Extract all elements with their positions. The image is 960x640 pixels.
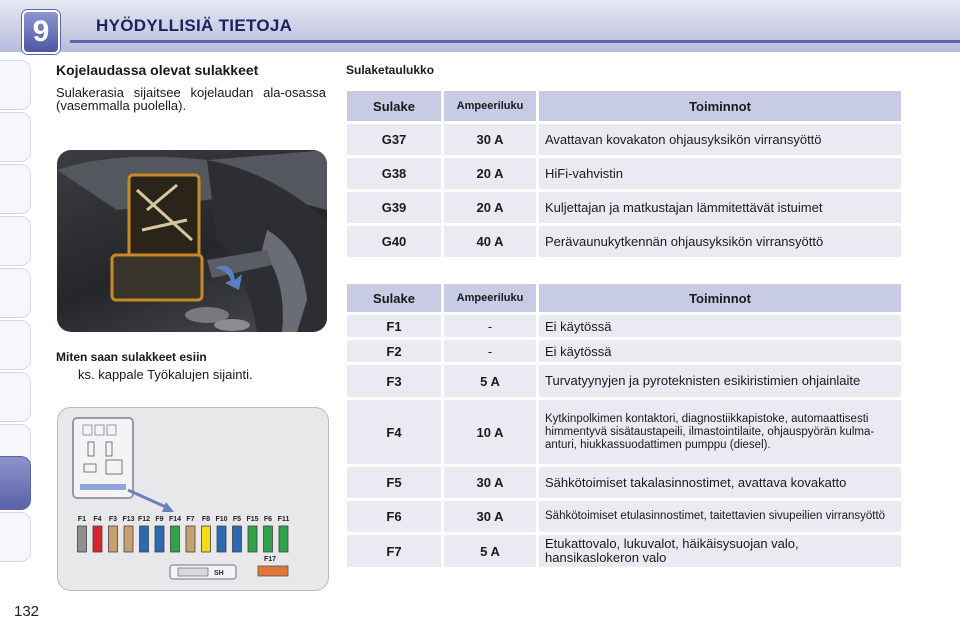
dashboard-photo	[57, 150, 327, 332]
col-fuse-header: Sulake	[347, 284, 441, 312]
table-row	[347, 400, 901, 464]
chapter-tab[interactable]	[0, 320, 31, 370]
amp-cell: 30 A	[444, 501, 536, 532]
fuse-f6	[264, 526, 273, 552]
section-title: Kojelaudassa olevat sulakkeet	[56, 62, 259, 78]
table-row	[347, 467, 901, 498]
table-title: Sulaketaulukko	[346, 63, 435, 77]
fuse-cell: G38	[347, 158, 441, 189]
fuse-f3	[109, 526, 118, 552]
chapter-tab[interactable]	[0, 268, 31, 318]
fuse-f1	[78, 526, 87, 552]
func-cell: Perävaunukytkennän ohjausyksikön virransyöttö	[539, 226, 901, 257]
table-row	[347, 501, 901, 532]
access-text: ks. kappale Työkalujen sijainti.	[78, 367, 253, 382]
table-header	[347, 91, 901, 121]
fuse-f17	[258, 566, 288, 576]
fuse-f15	[248, 526, 257, 552]
fuse-f9	[155, 526, 164, 552]
chapter-tab[interactable]	[0, 112, 31, 162]
amp-cell: 30 A	[444, 124, 536, 155]
f17-label: F17	[264, 556, 277, 563]
func-cell: Sähkötoimiset takalasinnostimet, avattava kovakatto	[539, 467, 901, 498]
func-cell: Ei käytössä	[539, 315, 901, 337]
table-row	[347, 124, 901, 155]
col-amp-header: Ampeeriluku	[444, 91, 536, 121]
table-row	[347, 226, 901, 257]
amp-cell: 40 A	[444, 226, 536, 257]
intro-text: Sulakerasia sijaitsee kojelaudan ala-osassa (vasemmalla puolella).	[56, 85, 326, 113]
table-row	[347, 315, 901, 337]
table-header	[347, 284, 901, 312]
fuse-label: F14	[168, 516, 182, 523]
fuse-label: F15	[246, 516, 259, 523]
amp-cell: -	[444, 315, 536, 337]
amp-cell: 20 A	[444, 192, 536, 223]
fuse-label: F12	[137, 516, 151, 523]
amp-cell: 5 A	[444, 365, 536, 397]
chapter-badge: 9	[22, 10, 60, 54]
table-row	[347, 340, 901, 362]
fuse-cell: G40	[347, 226, 441, 257]
chapter-tab[interactable]	[0, 216, 31, 266]
fuse-f10	[217, 526, 226, 552]
fuse-cell: F5	[347, 467, 441, 498]
amp-cell: 20 A	[444, 158, 536, 189]
col-func-header: Toiminnot	[539, 284, 901, 312]
amp-cell: -	[444, 340, 536, 362]
fuse-cell: F4	[347, 400, 441, 464]
func-cell: Ei käytössä	[539, 340, 901, 362]
fuse-f8	[202, 526, 211, 552]
fuse-table-f	[344, 281, 904, 570]
fuse-label: F13	[122, 516, 135, 523]
func-cell: Avattavan kovakaton ohjausyksikön virransyöttö	[539, 124, 901, 155]
page-number: 132	[14, 603, 40, 620]
fuse-label: F7	[186, 516, 195, 523]
fuse-label: F9	[155, 516, 164, 523]
chapter-tab[interactable]	[0, 164, 31, 214]
fuse-f12	[140, 526, 149, 552]
fuse-f5	[233, 526, 242, 552]
fuse-cell: G39	[347, 192, 441, 223]
col-func-header: Toiminnot	[539, 91, 901, 121]
fuse-label: F3	[108, 516, 118, 523]
chapter-tab-active[interactable]	[0, 456, 31, 510]
page-title: HYÖDYLLISIÄ TIETOJA	[96, 16, 293, 35]
amp-cell: 10 A	[444, 400, 536, 464]
fuse-label: F8	[201, 516, 211, 523]
access-heading: Miten saan sulakkeet esiin	[56, 350, 207, 364]
access-instruction	[56, 367, 253, 382]
shunt-label: SH	[214, 570, 224, 577]
func-cell: Turvatyynyjen ja pyroteknisten esikiristimien ohjainlaite	[539, 365, 901, 397]
table-row	[347, 192, 901, 223]
fuse-label: F4	[93, 516, 102, 523]
func-cell: Kytkinpolkimen kontaktori, diagnostiikkapistoke, automaattisesti himmentyvä sisätaustapeili, ilmastointilaite, ohjauspyörän kulma-anturi, hiukkassuodattimen pumppu (diesel).	[539, 400, 901, 464]
func-cell: HiFi-vahvistin	[539, 158, 901, 189]
chapter-tab[interactable]	[0, 60, 31, 110]
fuse-cell: F3	[347, 365, 441, 397]
dashboard-illustration	[57, 150, 327, 332]
fusebox-svg	[58, 408, 328, 590]
fuse-label: F6	[263, 516, 273, 523]
chapter-tab[interactable]	[0, 512, 31, 562]
table-row	[347, 365, 901, 397]
col-fuse-header: Sulake	[347, 91, 441, 121]
amp-cell: 30 A	[444, 467, 536, 498]
chapter-tab[interactable]	[0, 372, 31, 422]
fuse-cell: F2	[347, 340, 441, 362]
header-rule	[70, 40, 960, 43]
fuse-f13	[124, 526, 133, 552]
fusebox-diagram	[57, 407, 329, 591]
fuse-f7	[186, 526, 195, 552]
fuse-cell: F7	[347, 535, 441, 567]
chapter-tabs	[0, 60, 46, 580]
fuse-f11	[279, 526, 288, 552]
fuse-cell: F6	[347, 501, 441, 532]
fuse-label: F10	[215, 516, 228, 523]
func-cell: Kuljettajan ja matkustajan lämmitettävät istuimet	[539, 192, 901, 223]
fuse-table-g	[344, 88, 904, 260]
func-cell: Etukattovalo, lukuvalot, häikäisysuojan valo, hansikaslokeron valo	[539, 535, 901, 567]
fuse-label: F5	[232, 516, 242, 523]
amp-cell: 5 A	[444, 535, 536, 567]
fuse-label: F11	[277, 516, 290, 523]
fuse-cell: G37	[347, 124, 441, 155]
table-row	[347, 158, 901, 189]
func-cell: Sähkötoimiset etulasinnostimet, taitettavien sivupeilien virransyöttö	[539, 501, 901, 532]
fuse-f4	[93, 526, 102, 552]
fuse-cell: F1	[347, 315, 441, 337]
col-amp-header: Ampeeriluku	[444, 284, 536, 312]
table-row	[347, 535, 901, 567]
fuse-f14	[171, 526, 180, 552]
fuse-label: F1	[77, 516, 87, 523]
